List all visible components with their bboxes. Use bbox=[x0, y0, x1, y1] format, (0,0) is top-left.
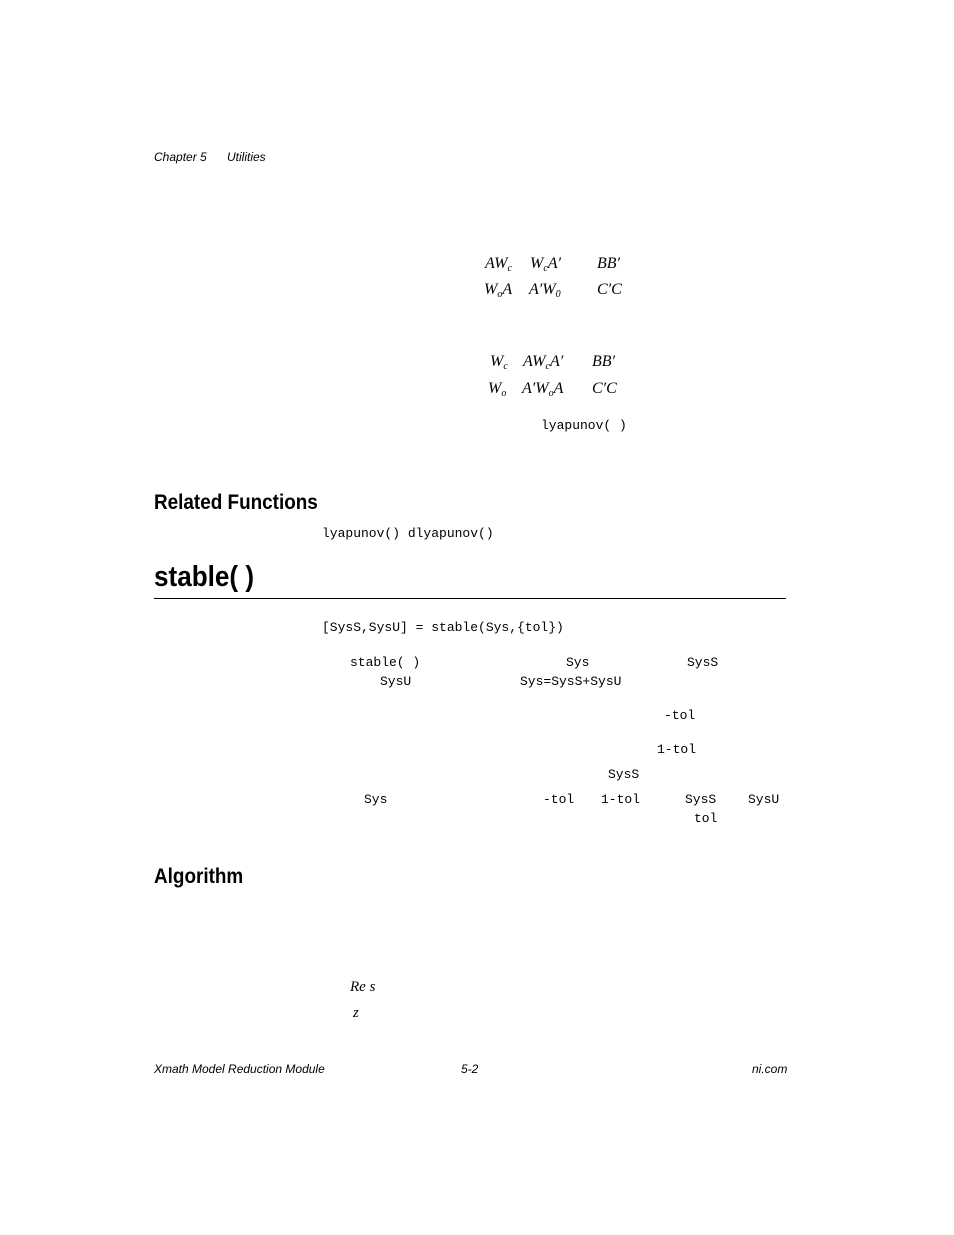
lyapunov-reference: lyapunov( ) bbox=[541, 418, 627, 433]
footer-title: Xmath Model Reduction Module bbox=[154, 1062, 325, 1076]
related-functions-list: lyapunov() dlyapunov() bbox=[322, 526, 494, 541]
function-syntax: [SysS,SysU] = stable(Sys,{tol}) bbox=[322, 620, 564, 635]
eq-disc-row2-lhs: $W_o$ bbox=[488, 380, 507, 399]
token-sysu-3: SysU bbox=[748, 792, 780, 807]
function-title: stable( ) bbox=[154, 561, 255, 593]
footer-page-number: 5-2 bbox=[461, 1062, 479, 1076]
token-sum: Sys=SysS+SysU bbox=[520, 674, 622, 689]
eq-cont-row2-term1: $W_oA$ bbox=[484, 281, 513, 300]
eq-cont-row1-term2: $W_cA'$ bbox=[530, 255, 562, 274]
eq-disc-row1-lhs: $W_c$ bbox=[490, 353, 508, 372]
token-one-tol-2: 1-tol bbox=[601, 792, 641, 807]
eq-cont-row1-term1: $AW_c$ bbox=[485, 255, 512, 274]
eq-cont-row2-rhs: C′C bbox=[597, 281, 622, 298]
token-syss: SysS bbox=[687, 655, 719, 670]
token-one-tol: 1-tol bbox=[657, 742, 697, 757]
eq-disc-row2-rhs: C′C bbox=[592, 380, 617, 397]
token-neg-tol-2: -tol bbox=[543, 792, 575, 807]
token-tol: tol bbox=[694, 811, 718, 826]
title-rule bbox=[154, 598, 786, 599]
related-functions-heading: Related Functions bbox=[154, 491, 318, 514]
token-sys: Sys bbox=[566, 655, 590, 670]
header-section: Utilities bbox=[227, 150, 266, 164]
algorithm-heading: Algorithm bbox=[154, 865, 244, 888]
token-syss-3: SysS bbox=[685, 792, 717, 807]
eq-disc-row2-term: $A'W_oA$ bbox=[522, 380, 564, 399]
token-sysu: SysU bbox=[380, 674, 412, 689]
algorithm-re-s: Re s bbox=[350, 979, 376, 995]
token-sys-2: Sys bbox=[364, 792, 388, 807]
token-syss-2: SysS bbox=[608, 767, 640, 782]
eq-disc-row1-rhs: BB′ bbox=[592, 353, 616, 370]
header-chapter: Chapter 5 bbox=[154, 150, 207, 164]
eq-cont-row1-rhs: BB′ bbox=[597, 255, 621, 272]
token-stable-fn: stable( ) bbox=[350, 655, 421, 670]
algorithm-z: z bbox=[353, 1005, 359, 1021]
eq-disc-row1-term: $AW_cA'$ bbox=[523, 353, 564, 372]
eq-cont-row2-term2: $A'W_0$ bbox=[529, 281, 561, 300]
footer-website: ni.com bbox=[752, 1062, 788, 1076]
token-neg-tol: -tol bbox=[664, 708, 696, 723]
